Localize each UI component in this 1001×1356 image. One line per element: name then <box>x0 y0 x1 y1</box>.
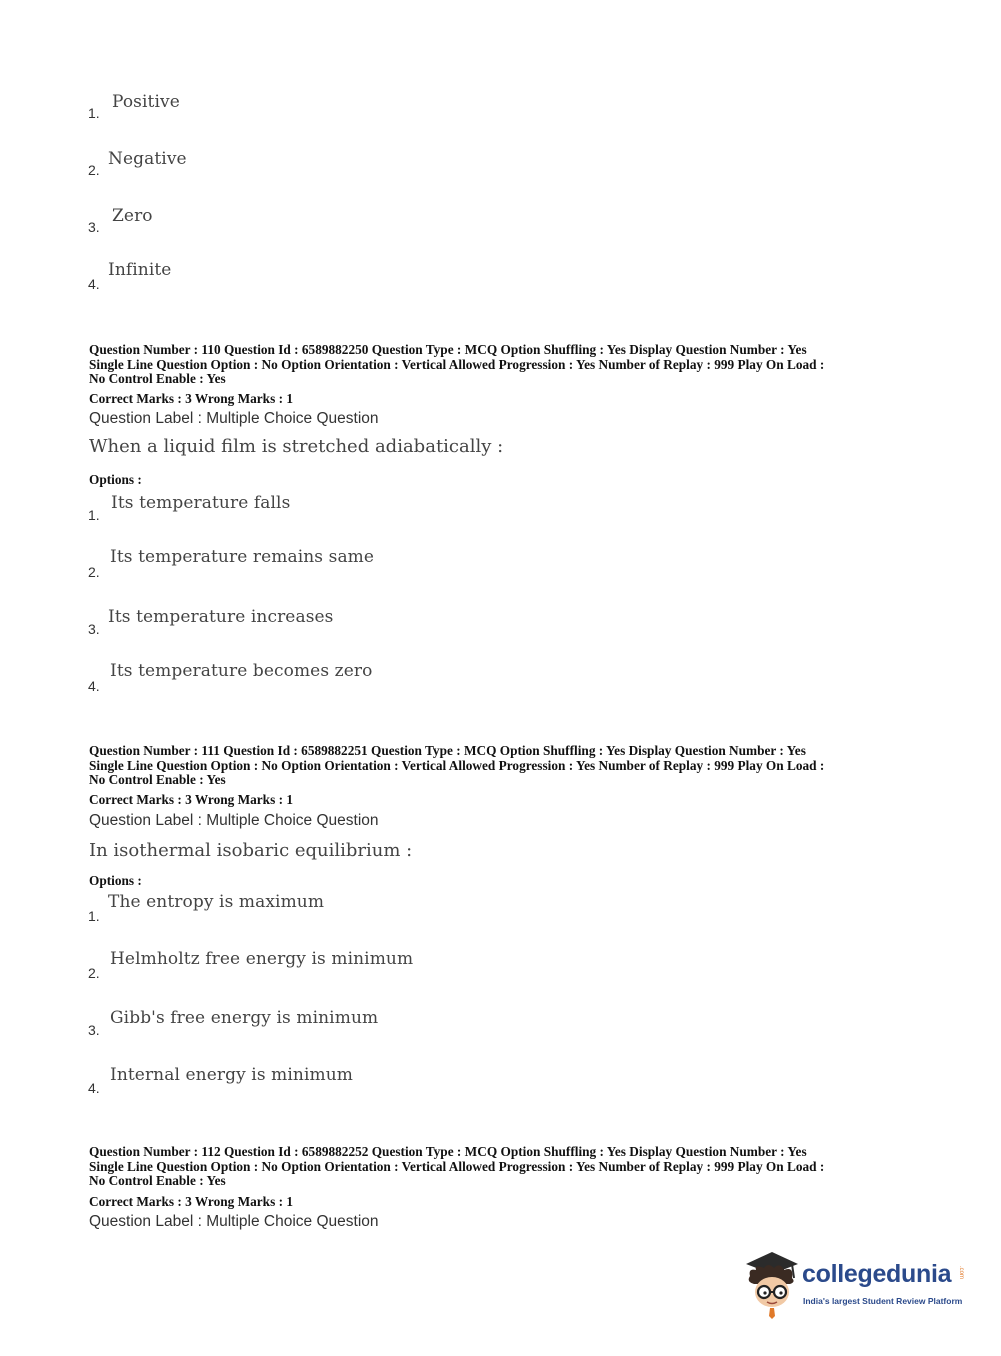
collegedunia-logo <box>742 1250 967 1320</box>
meta-line: Question Number : 111 Question Id : 6589882251 Question Type : MCQ Option Shuffling : Yes Display Question Number : Yes <box>89 743 806 758</box>
option-text: Negative <box>108 149 187 169</box>
option-text: Its temperature becomes zero <box>110 661 373 681</box>
meta-line: Single Line Question Option : No Option Orientation : Vertical Allowed Progression : Yes Number of Replay : 999 Play On Load : <box>89 1158 825 1174</box>
question-meta <box>89 343 919 387</box>
brand-name: collegedunia <box>802 1260 952 1288</box>
brand-domain: .com <box>958 1266 964 1280</box>
option-number: 2. <box>88 162 100 178</box>
option-text: Its temperature falls <box>111 493 291 513</box>
option-number: 1. <box>88 507 100 523</box>
meta-line: No Control Enable : Yes <box>89 772 226 788</box>
question-text: In isothermal isobaric equilibrium : <box>89 840 413 861</box>
option-text: Gibb's free energy is minimum <box>110 1008 379 1028</box>
option-number: 4. <box>88 1080 100 1096</box>
options-header: Options : <box>89 873 142 888</box>
option-number: 4. <box>88 678 100 694</box>
question-label: Question Label : Multiple Choice Question <box>89 410 379 427</box>
meta-line: Question Number : 110 Question Id : 6589882250 Question Type : MCQ Option Shuffling : Yes Display Question Number : Yes <box>89 342 807 357</box>
meta-line: Single Line Question Option : No Option Orientation : Vertical Allowed Progression : Yes Number of Replay : 999 Play On Load : <box>89 356 825 372</box>
option-text: Positive <box>112 92 180 112</box>
option-number: 2. <box>88 965 100 981</box>
question-marks: Correct Marks : 3 Wrong Marks : 1 <box>89 391 293 406</box>
question-marks: Correct Marks : 3 Wrong Marks : 1 <box>89 1194 293 1209</box>
option-text: The entropy is maximum <box>108 892 325 912</box>
meta-line: No Control Enable : Yes <box>89 1173 226 1189</box>
meta-line: No Control Enable : Yes <box>89 371 226 387</box>
option-number: 2. <box>88 564 100 580</box>
question-meta <box>89 1145 919 1189</box>
brand-tagline: India's largest Student Review Platform <box>803 1296 963 1306</box>
question-label: Question Label : Multiple Choice Question <box>89 812 379 829</box>
mascot-icon <box>742 1250 802 1320</box>
option-text: Infinite <box>108 260 172 280</box>
option-text: Its temperature remains same <box>110 547 375 567</box>
option-number: 1. <box>88 908 100 924</box>
option-text: Internal energy is minimum <box>110 1065 353 1085</box>
option-text: Helmholtz free energy is minimum <box>110 949 414 969</box>
options-header: Options : <box>89 472 142 487</box>
question-marks: Correct Marks : 3 Wrong Marks : 1 <box>89 792 293 807</box>
option-text: Zero <box>112 206 153 226</box>
option-number: 3. <box>88 219 100 235</box>
option-text: Its temperature increases <box>108 607 334 627</box>
question-label: Question Label : Multiple Choice Question <box>89 1213 379 1230</box>
option-number: 3. <box>88 621 100 637</box>
option-number: 3. <box>88 1022 100 1038</box>
question-meta <box>89 744 919 788</box>
option-number: 4. <box>88 276 100 292</box>
meta-line: Question Number : 112 Question Id : 6589882252 Question Type : MCQ Option Shuffling : Yes Display Question Number : Yes <box>89 1144 807 1159</box>
meta-line: Single Line Question Option : No Option Orientation : Vertical Allowed Progression : Yes Number of Replay : 999 Play On Load : <box>89 757 825 773</box>
question-text: When a liquid film is stretched adiabatically : <box>89 436 504 457</box>
option-number: 1. <box>88 105 100 121</box>
